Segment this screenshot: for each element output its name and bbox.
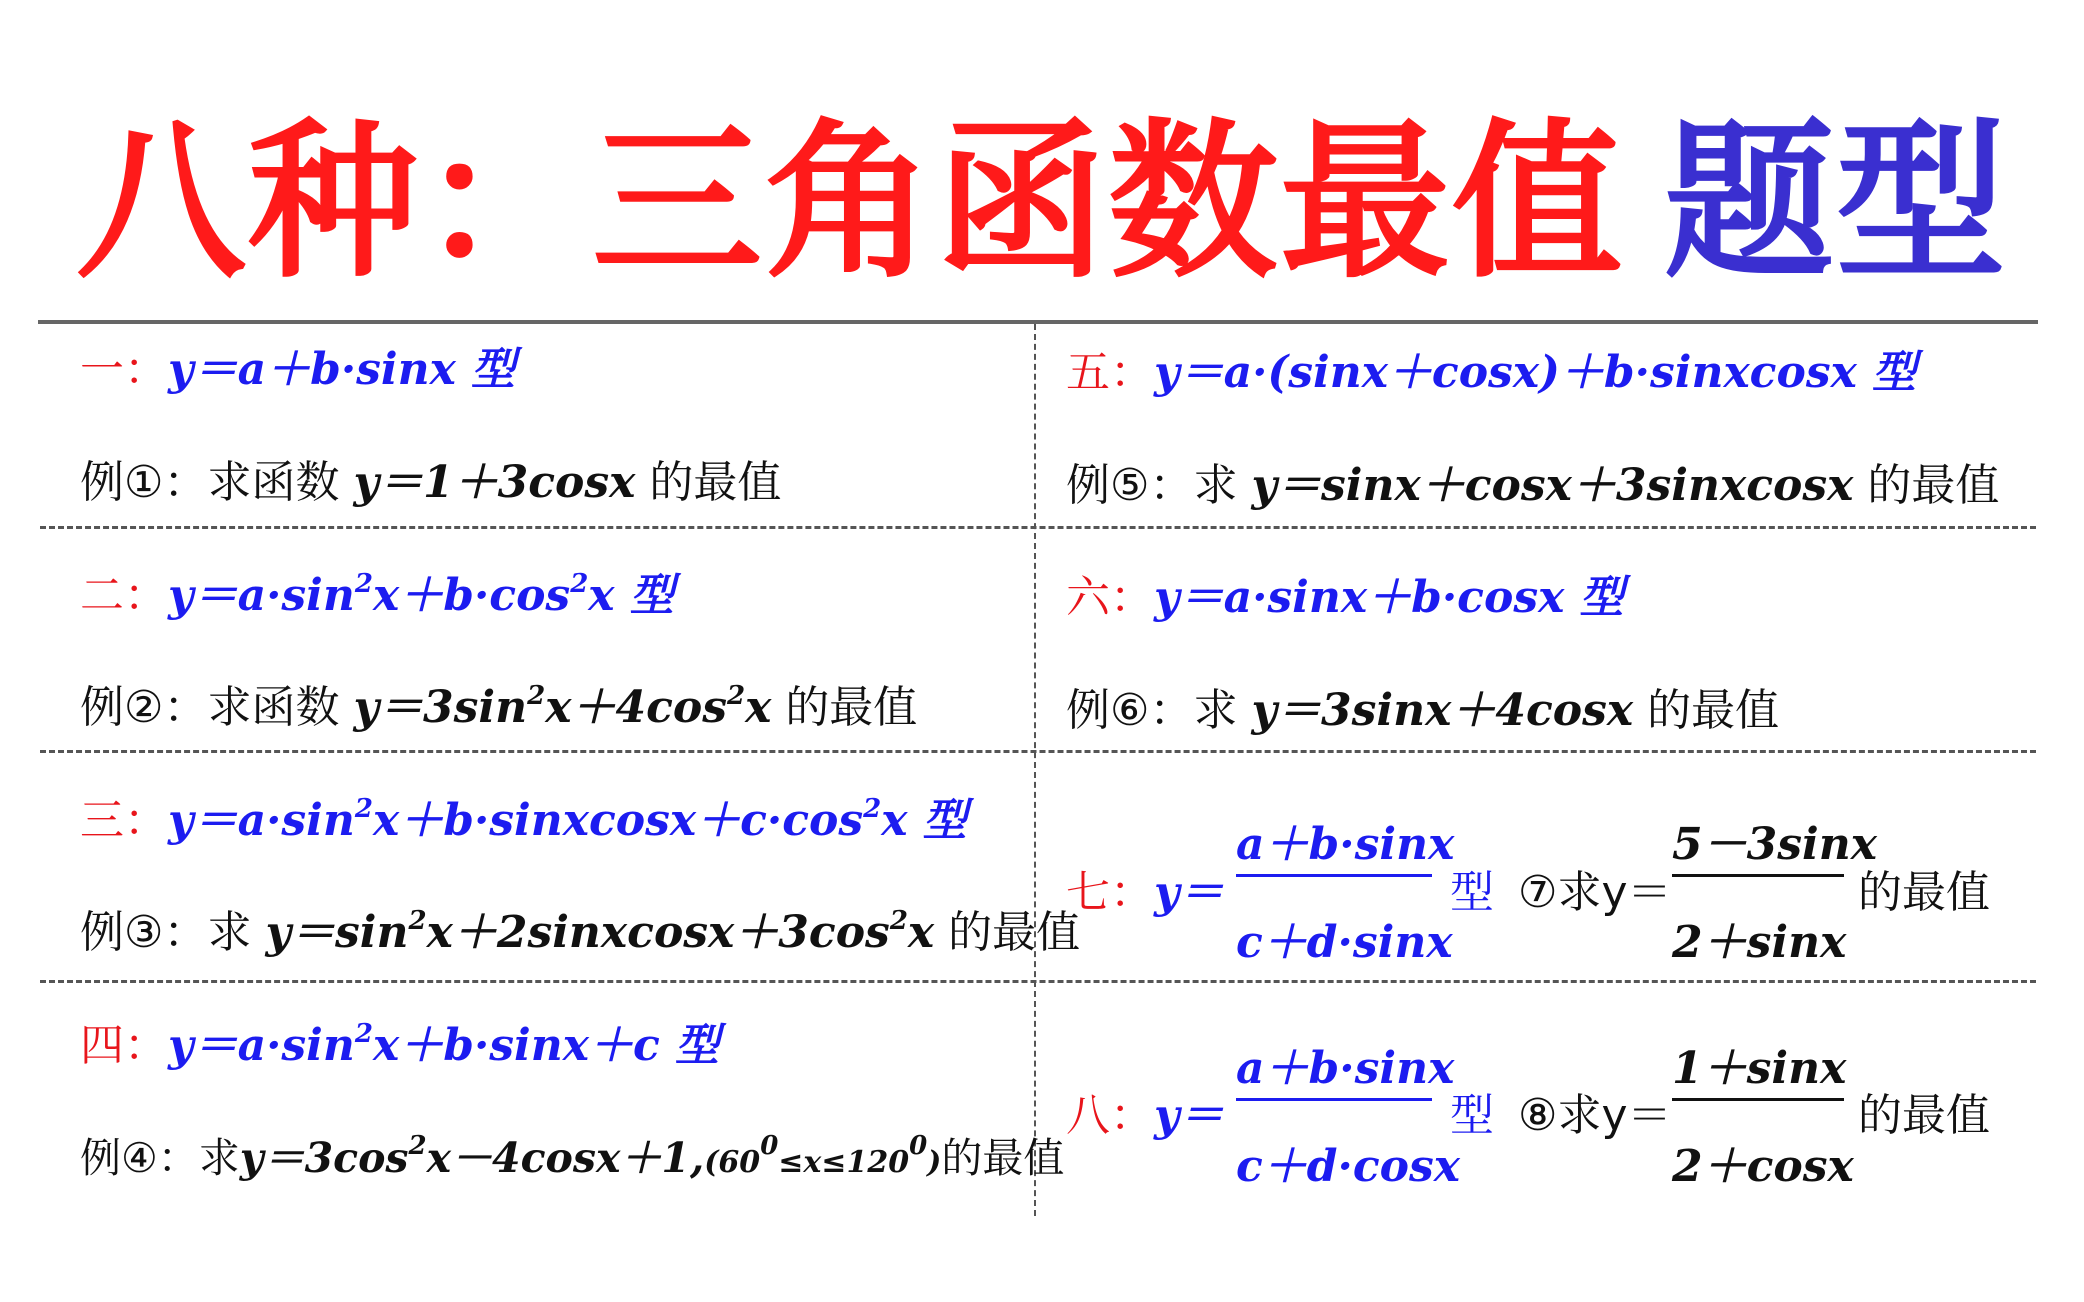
- y-equals: y＝: [1154, 1090, 1224, 1141]
- example-suffix: 的最值: [1858, 867, 1990, 918]
- example-suffix: 的最值: [785, 682, 918, 733]
- example-numerator: 1＋sinx: [1672, 1043, 1847, 1094]
- example-suffix: 的最值: [948, 907, 1081, 958]
- example-denominator: 2＋sinx: [1672, 917, 1847, 968]
- example-formula: $y=\sin^2x+2sinxcosx+3\cos^2x$: [265, 906, 935, 958]
- example-denominator: 2＋cosx: [1672, 1141, 1854, 1192]
- column-divider: [1034, 324, 1036, 1216]
- example-label: 例⑤：求: [1066, 460, 1238, 511]
- type-denominator: c＋d·sinx: [1236, 917, 1453, 968]
- type-formula: $y=a\cdot\sin^2x+b\cdot sinxcosx+c\cdot\cos^2x$ 型: [168, 794, 967, 846]
- item-label: 六：: [1066, 572, 1154, 623]
- example-suffix: 的最值: [1867, 460, 2000, 511]
- type-formula: y＝a·sinx＋b·cosx 型: [1154, 572, 1624, 623]
- example-suffix: 的最值: [1858, 1090, 1990, 1141]
- row-divider-2: [40, 750, 2036, 753]
- type-formula: y＝a·(sinx＋cosx)＋b·sinxcosx 型: [1154, 347, 1917, 398]
- example-label: 例⑥：求: [1066, 685, 1238, 736]
- top-divider: [38, 320, 2038, 324]
- example-formula: $y=3\cos^2x-4\cos x+1,(60^0\le x\le 120^0)$: [239, 1131, 942, 1182]
- item-label: 三：: [80, 795, 168, 846]
- example-fraction-bar: [1672, 874, 1844, 877]
- type-fraction-bar: [1236, 1098, 1432, 1101]
- item-label: 四：: [80, 1020, 168, 1071]
- row-divider-3: [40, 980, 2036, 983]
- type-numerator: a＋b·sinx: [1236, 819, 1455, 870]
- type-formula: $y=a\cdot\sin^2x+b\cdot\cos^2x$ 型: [168, 569, 674, 621]
- item-label: 一：: [80, 344, 168, 395]
- example-formula: y＝sinx＋cosx＋3sinxcosx: [1251, 460, 1854, 511]
- type-formula: $y=a\cdot\sin^2x+b\cdot\sin x+c$ 型: [168, 1019, 720, 1071]
- example-numerator: 5－3sinx: [1672, 819, 1877, 870]
- type-denominator: c＋d·cosx: [1236, 1141, 1461, 1192]
- example-label: 例②：求函数: [80, 682, 340, 733]
- example-fraction-bar: [1672, 1098, 1844, 1101]
- page-title: [0, 104, 2084, 302]
- example-label: 例③：求: [80, 907, 252, 958]
- row-divider-1: [40, 526, 2036, 529]
- example-formula: y＝3sinx＋4cosx: [1251, 685, 1634, 736]
- example-label: 例④：求: [80, 1134, 240, 1182]
- type-suffix: 型: [1450, 867, 1494, 918]
- type-formula: y＝a＋b·sinx 型: [168, 344, 516, 395]
- example-formula: y＝1＋3cosx: [353, 457, 636, 508]
- example-label: 例①：求函数: [80, 457, 340, 508]
- item-label: 二：: [80, 570, 168, 621]
- example-formula: $y=3\sin^2x+4\cos^2x$: [353, 681, 772, 733]
- title-main: 八种：三角函数最值: [75, 104, 1624, 302]
- y-equals: y＝: [1154, 867, 1224, 918]
- example-suffix: 的最值: [941, 1134, 1065, 1182]
- item-label: 五：: [1066, 347, 1154, 398]
- item-label: 八：: [1066, 1090, 1154, 1141]
- title-accent: 题型: [1664, 104, 2009, 302]
- example-suffix: 的最值: [649, 457, 782, 508]
- item-label: 七：: [1066, 867, 1154, 918]
- type-numerator: a＋b·sinx: [1236, 1043, 1455, 1094]
- example-label: ⑦求y＝: [1518, 867, 1672, 918]
- example-label: ⑧求y＝: [1518, 1090, 1672, 1141]
- type-fraction-bar: [1236, 874, 1432, 877]
- example-suffix: 的最值: [1647, 685, 1780, 736]
- type-suffix: 型: [1450, 1090, 1494, 1141]
